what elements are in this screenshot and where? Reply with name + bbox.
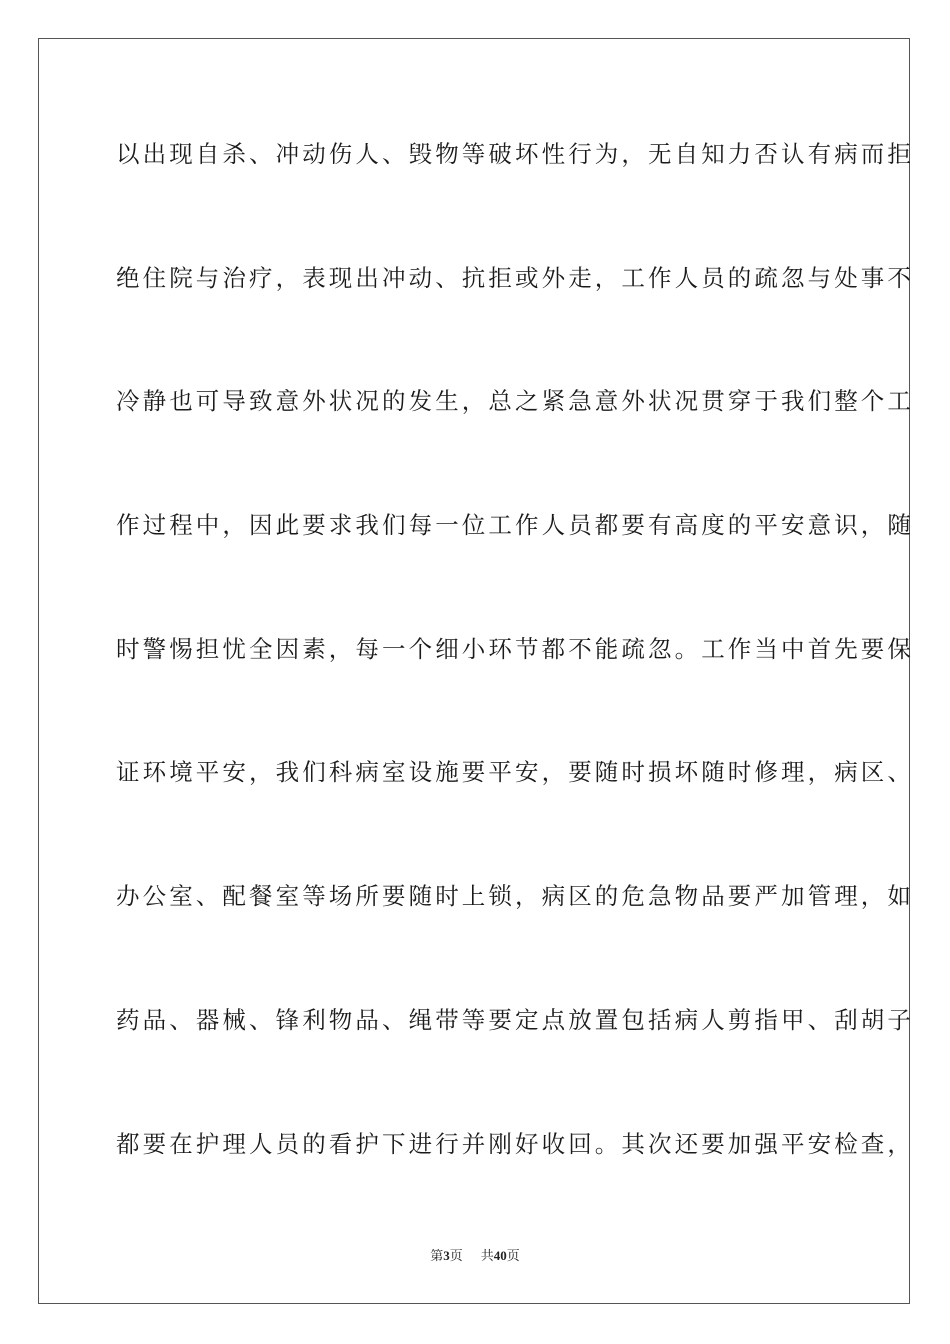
body-text-line-8: 药品、器械、锋利物品、绳带等要定点放置包括病人剪指甲、刮胡子 xyxy=(116,1006,914,1034)
body-text-line-7: 办公室、配餐室等场所要随时上锁，病区的危急物品要严加管理，如 xyxy=(116,882,914,910)
page-border xyxy=(38,38,914,1304)
body-text-line-9: 都要在护理人员的看护下进行并刚好收回。其次还要加强平安检查， xyxy=(116,1130,914,1158)
page-footer xyxy=(0,1248,950,1265)
total-suffix: 页 xyxy=(506,1249,520,1264)
page-suffix: 页 xyxy=(449,1249,463,1264)
body-text-line-4: 作过程中，因此要求我们每一位工作人员都要有高度的平安意识，随 xyxy=(116,511,914,539)
page-prefix: 第 xyxy=(430,1249,444,1264)
body-text-line-5: 时警惕担忧全因素，每一个细小环节都不能疏忽。工作当中首先要保 xyxy=(116,635,914,663)
total-prefix: 共 xyxy=(480,1249,494,1264)
total-pages: 40 xyxy=(493,1248,507,1263)
page-number: 3 xyxy=(443,1248,450,1263)
body-text-line-1: 以出现自杀、冲动伤人、毁物等破坏性行为，无自知力否认有病而拒 xyxy=(116,140,914,168)
body-text-line-6: 证环境平安，我们科病室设施要平安，要随时损坏随时修理，病区、 xyxy=(116,758,914,786)
body-text-line-3: 冷静也可导致意外状况的发生，总之紧急意外状况贯穿于我们整个工 xyxy=(116,387,914,415)
body-text-line-2: 绝住院与治疗，表现出冲动、抗拒或外走，工作人员的疏忽与处事不 xyxy=(116,264,914,292)
